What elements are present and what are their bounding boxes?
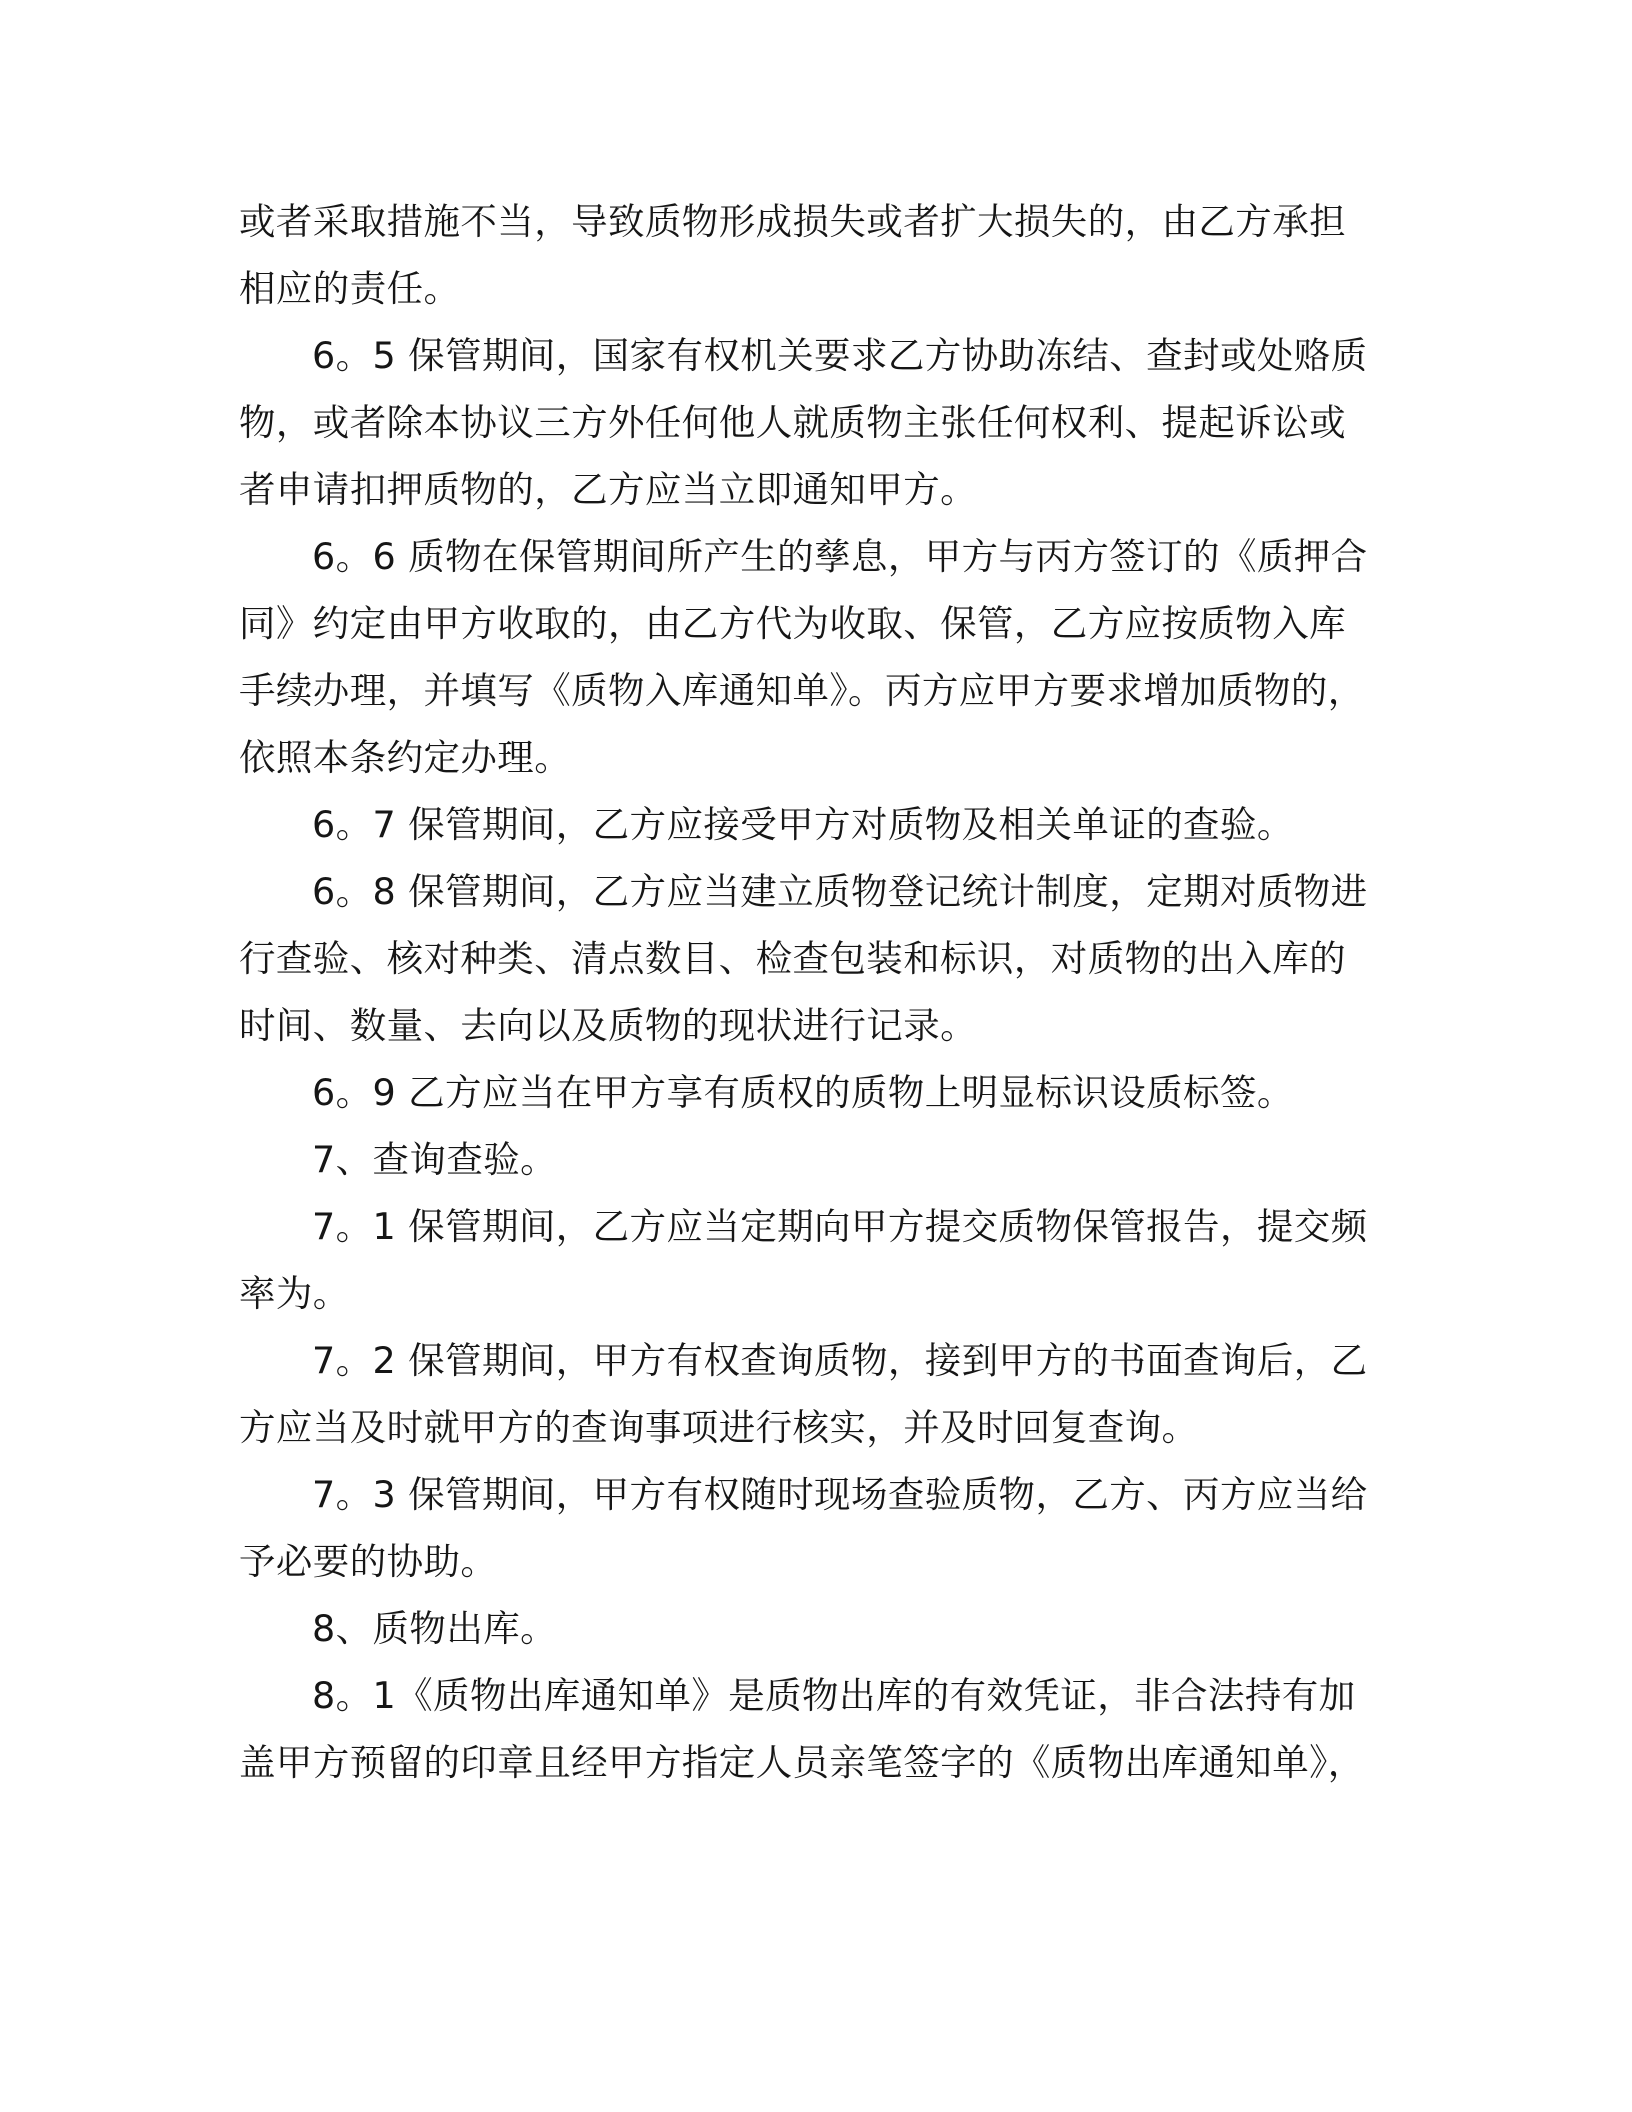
- section-heading-8: 8、质物出库。: [312, 1607, 558, 1650]
- paragraph-6-5: 6。5 保管期间，国家有权机关要求乙方协助冻结、查封或处赂质物，或者除本协议三方外任何他人就质物主张任何权利、提起诉讼或者申请扣押质物的，乙方应当立即通知甲方。: [239, 334, 1368, 511]
- paragraph-7-1: 7。1 保管期间，乙方应当定期向甲方提交质物保管报告，提交频率为。: [239, 1205, 1368, 1315]
- section-heading-7: 7、查询查验。: [312, 1138, 558, 1181]
- paragraph-8-1: 8。1《质物出库通知单》是质物出库的有效凭证，非合法持有加盖甲方预留的印章且经甲方指定人员亲笔签字的《质物出库通知单》，: [239, 1674, 1365, 1784]
- paragraph-7-2: 7。2 保管期间，甲方有权查询质物，接到甲方的书面查询后，乙方应当及时就甲方的查询事项进行核实，并及时回复查询。: [239, 1339, 1368, 1449]
- paragraph-6-9: 6。9 乙方应当在甲方享有质权的质物上明显标识设质标签。: [312, 1071, 1294, 1114]
- paragraph-6-7: 6。7 保管期间，乙方应接受甲方对质物及相关单证的查验。: [312, 803, 1294, 846]
- document-body: [239, 188, 1369, 1796]
- paragraph-6-6: 6。6 质物在保管期间所产生的孳息，甲方与丙方签订的《质押合同》约定由甲方收取的，由乙方代为收取、保管，乙方应按质物入库手续办理，并填写《质物入库通知单》。丙方应甲方要求增加质物的，依照本条约定办理。: [239, 535, 1368, 779]
- paragraph-continuation: 或者采取措施不当，导致质物形成损失或者扩大损失的，由乙方承担相应的责任。: [239, 200, 1346, 310]
- paragraph-6-8: 6。8 保管期间，乙方应当建立质物登记统计制度，定期对质物进行查验、核对种类、清点数目、检查包装和标识，对质物的出入库的时间、数量、去向以及质物的现状进行记录。: [239, 870, 1368, 1047]
- paragraph-7-3: 7。3 保管期间，甲方有权随时现场查验质物，乙方、丙方应当给予必要的协助。: [239, 1473, 1368, 1583]
